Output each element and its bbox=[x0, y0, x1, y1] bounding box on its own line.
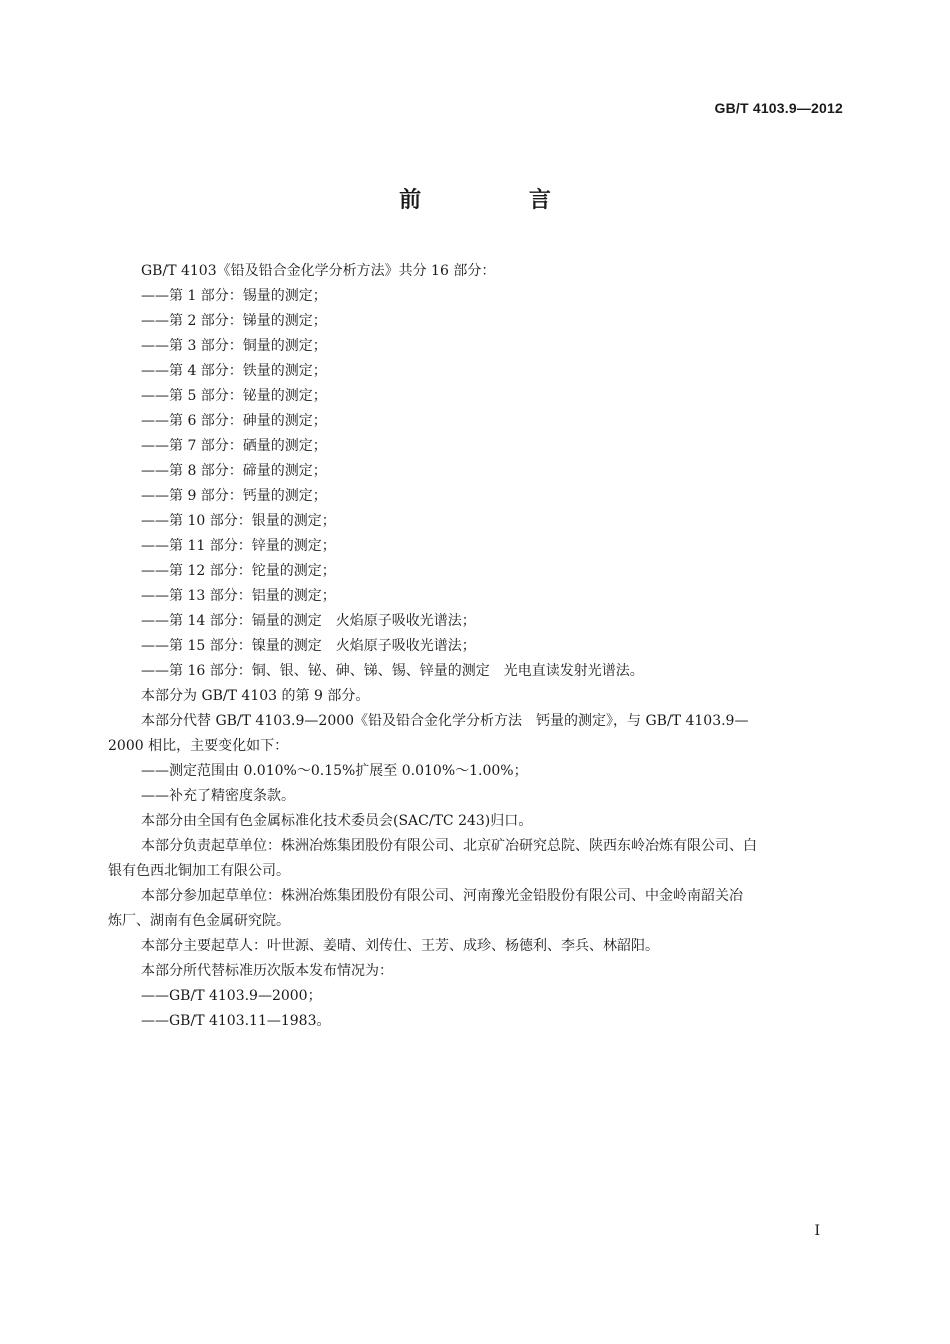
history-intro-paragraph: 本部分所代替标准历次版本发布情况为： bbox=[141, 963, 393, 979]
part-list-item: ——第 14 部分：镉量的测定 火焰原子吸收光谱法； bbox=[141, 613, 476, 629]
change-list-item: ——测定范围由 0.010%～0.15%扩展至 0.010%～1.00%； bbox=[141, 763, 528, 779]
part-list-item: ——第 10 部分：银量的测定； bbox=[141, 513, 336, 529]
responsible-units-line: 银有色西北铜加工有限公司。 bbox=[108, 863, 290, 879]
part-list-item: ——第 15 部分：镍量的测定 火焰原子吸收光谱法； bbox=[141, 638, 476, 654]
part-list-item: ——第 12 部分：铊量的测定； bbox=[141, 563, 336, 579]
proposed-by-paragraph: 本部分由全国有色金属标准化技术委员会(SAC/TC 243)归口。 bbox=[141, 813, 533, 829]
page-title: 前 言 bbox=[399, 188, 601, 213]
participating-units-line: 本部分参加起草单位：株洲冶炼集团股份有限公司、河南豫光金铅股份有限公司、中金岭南韶关冶 bbox=[141, 888, 743, 904]
part-list-item: ——第 16 部分：铜、银、铋、砷、锑、锡、锌量的测定 光电直读发射光谱法。 bbox=[141, 663, 644, 679]
history-list-item: ——GB/T 4103.11—1983。 bbox=[141, 1013, 331, 1029]
part-list-item: ——第 2 部分：锑量的测定； bbox=[141, 313, 327, 329]
drafters-paragraph: 本部分主要起草人：叶世源、姜晴、刘传仕、王芳、成珍、杨德利、李兵、林韶阳。 bbox=[141, 938, 659, 954]
history-list-item: ——GB/T 4103.9—2000； bbox=[141, 988, 322, 1004]
change-list-item: ——补充了精密度条款。 bbox=[141, 788, 295, 804]
intro-paragraph: GB/T 4103《铅及铅合金化学分析方法》共分 16 部分： bbox=[141, 263, 496, 279]
foreword-body bbox=[108, 259, 846, 1034]
participating-units-line: 炼厂、湖南有色金属研究院。 bbox=[108, 913, 290, 929]
part-list-item: ——第 4 部分：铁量的测定； bbox=[141, 363, 327, 379]
responsible-units-line: 本部分负责起草单位：株洲冶炼集团股份有限公司、北京矿冶研究总院、陕西东岭冶炼有限公司、白 bbox=[141, 838, 757, 854]
part-list-item: ——第 13 部分：铝量的测定； bbox=[141, 588, 336, 604]
part-list-item: ——第 3 部分：铜量的测定； bbox=[141, 338, 327, 354]
this-part-paragraph: 本部分为 GB/T 4103 的第 9 部分。 bbox=[141, 688, 370, 704]
replaces-paragraph-line: 本部分代替 GB/T 4103.9—2000《铅及铅合金化学分析方法 钙量的测定》，与 GB/T 4103.9— bbox=[141, 713, 749, 729]
replaces-paragraph-line: 2000 相比，主要变化如下： bbox=[108, 738, 289, 754]
part-list-item: ——第 7 部分：硒量的测定； bbox=[141, 438, 327, 454]
part-list-item: ——第 1 部分：锡量的测定； bbox=[141, 288, 327, 304]
part-list-item: ——第 8 部分：碲量的测定； bbox=[141, 463, 327, 479]
part-list-item: ——第 5 部分：铋量的测定； bbox=[141, 388, 327, 404]
part-list-item: ——第 6 部分：砷量的测定； bbox=[141, 413, 327, 429]
page-number: I bbox=[814, 1223, 820, 1239]
part-list-item: ——第 11 部分：锌量的测定； bbox=[141, 538, 336, 554]
part-list-item: ——第 9 部分：钙量的测定； bbox=[141, 488, 327, 504]
standard-code-header: GB/T 4103.9—2012 bbox=[714, 100, 843, 116]
